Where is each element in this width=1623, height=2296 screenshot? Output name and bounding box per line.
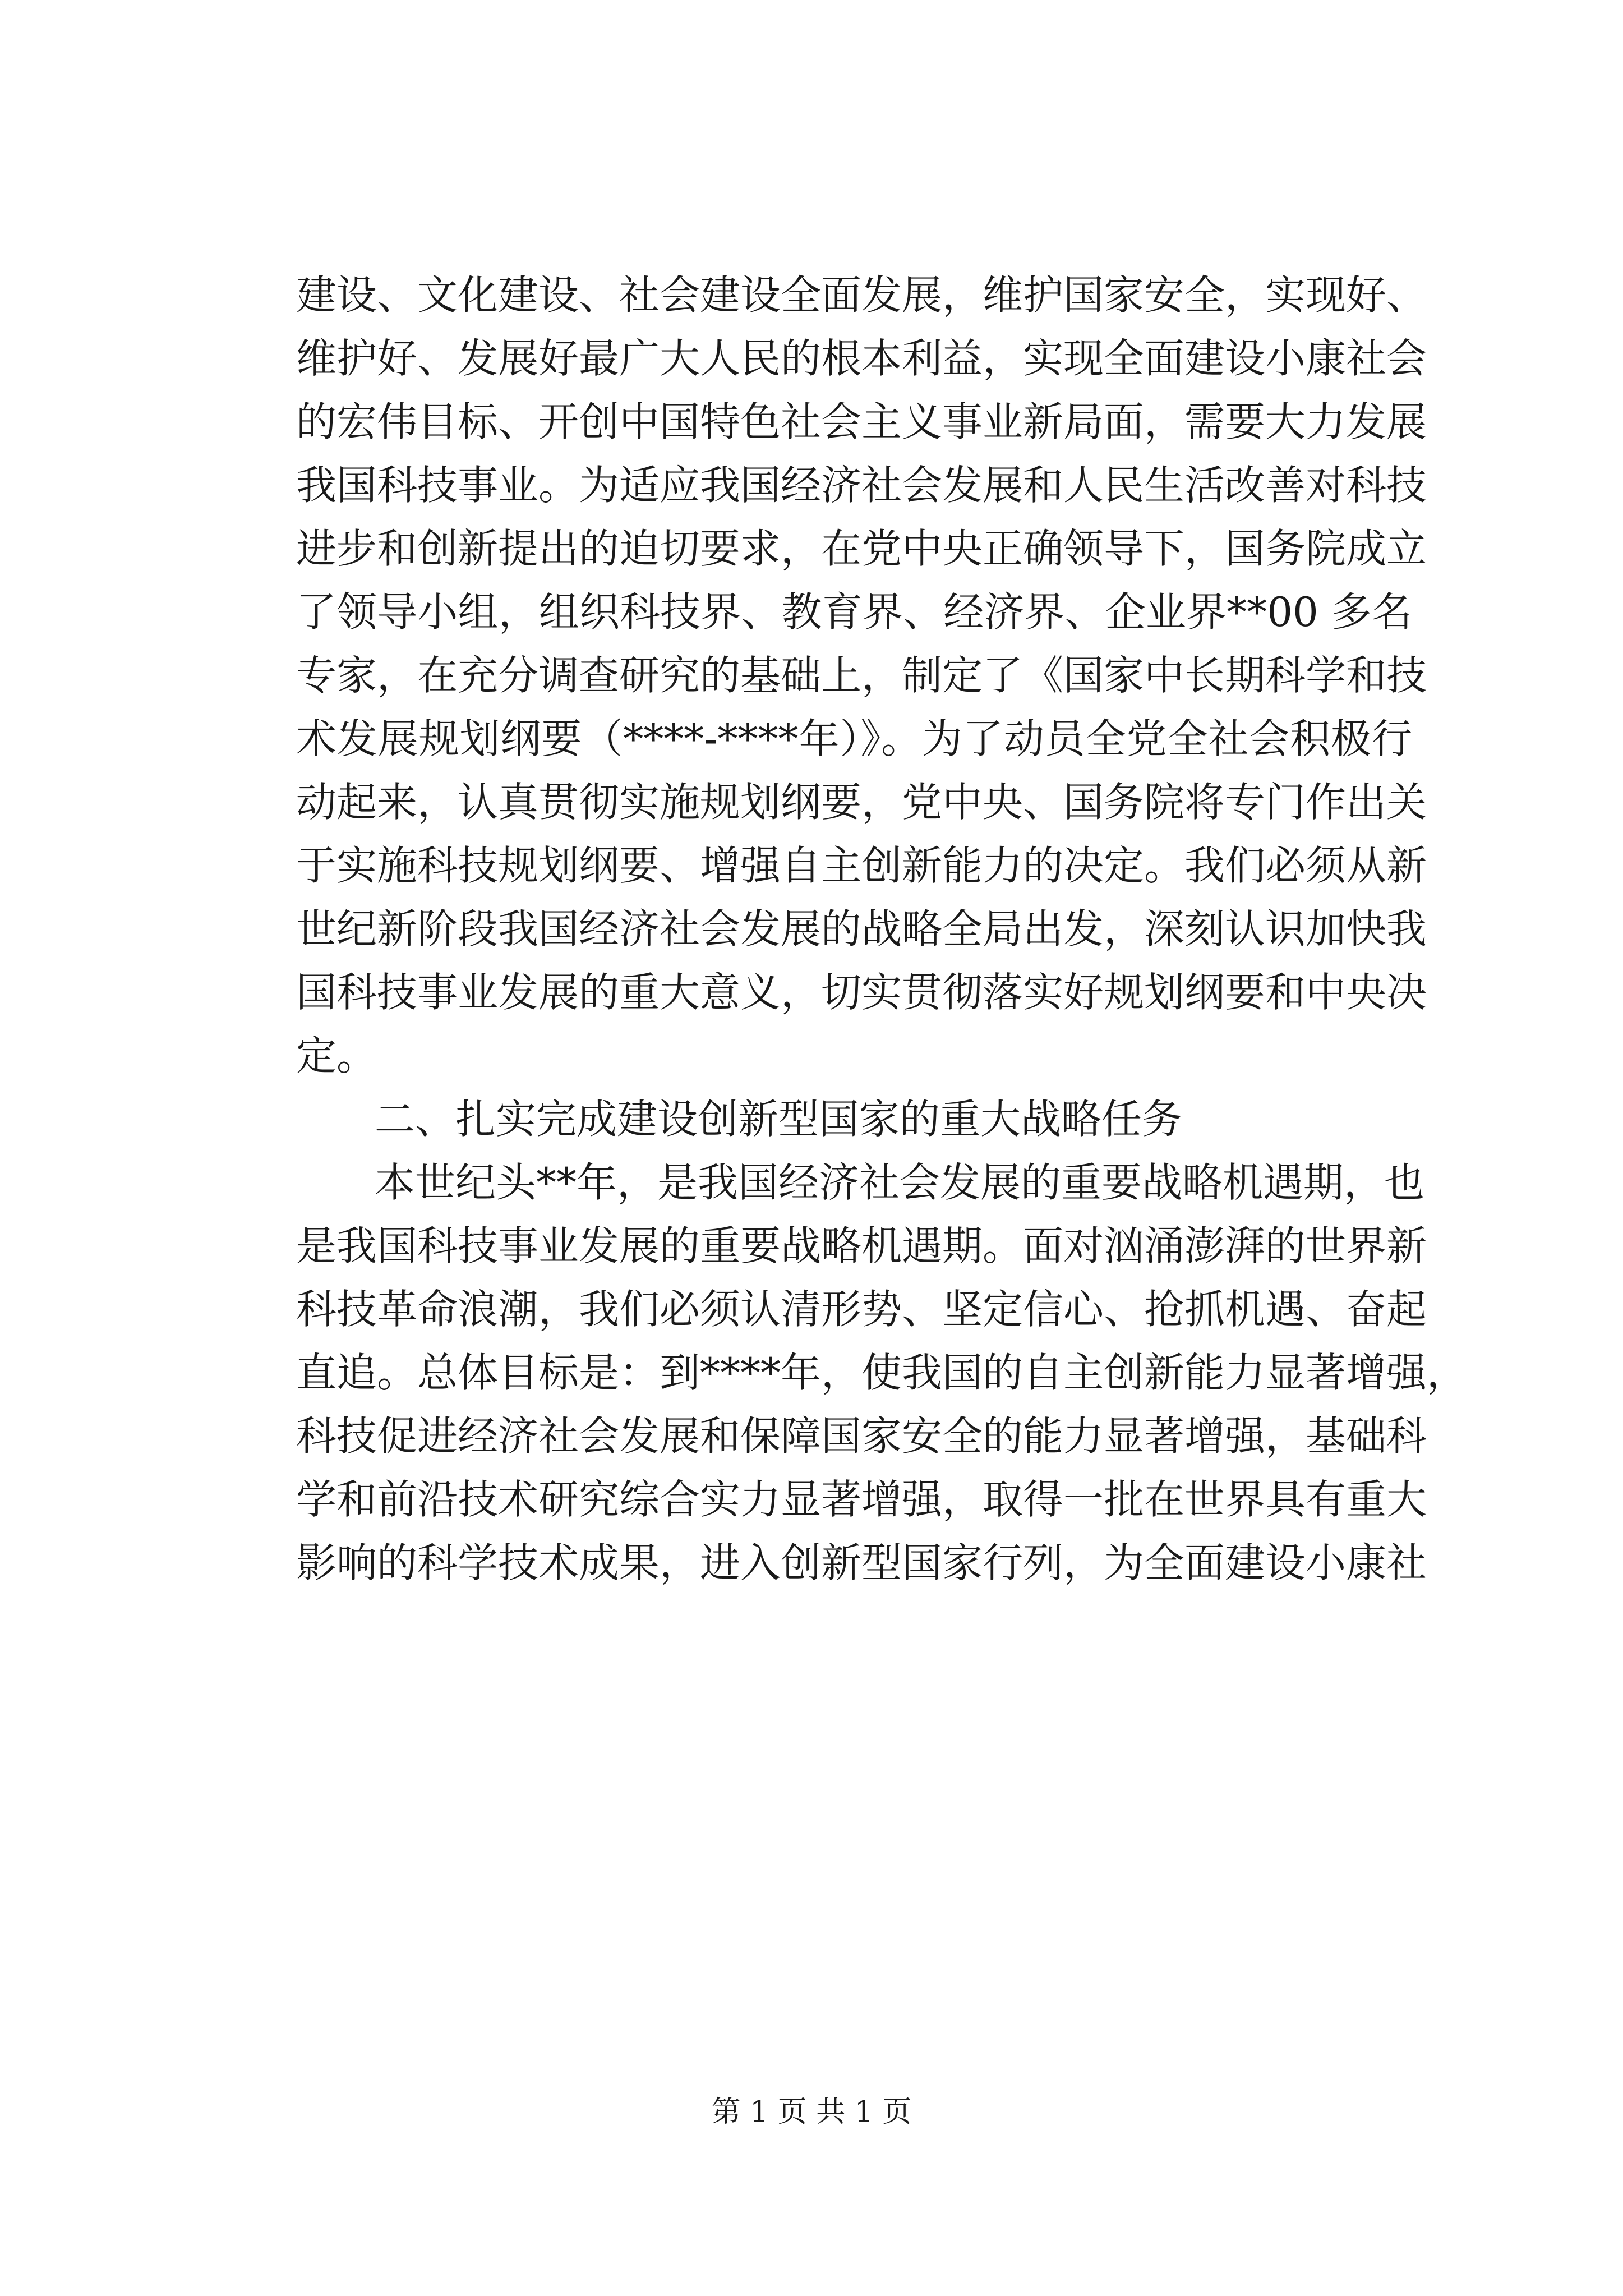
text-line: 建设、文化建设、社会建设全面发展，维护国家安全，实现好、 xyxy=(296,272,1427,319)
text-line: 于实施科技规划纲要、增强自主创新能力的决定。我们必须从新 xyxy=(296,842,1427,889)
text-line: 世纪新阶段我国经济社会发展的战略全局出发，深刻认识加快我 xyxy=(296,905,1427,953)
page-footer xyxy=(0,2095,1623,2129)
text-line: 是我国科技事业发展的重要战略机遇期。面对汹涌澎湃的世界新 xyxy=(296,1222,1427,1269)
text-line: 我国科技事业。为适应我国经济社会发展和人民生活改善对科技 xyxy=(296,462,1427,509)
text-line: 了领导小组，组织科技界、教育界、经济界、企业界**00 多名 xyxy=(296,588,1412,636)
page-number: 第 1 页 共 1 页 xyxy=(711,2095,912,2129)
text-line: 科技促进经济社会发展和保障国家安全的能力显著增强，基础科 xyxy=(296,1412,1427,1460)
text-line: 学和前沿技术研究综合实力显著增强，取得一批在世界具有重大 xyxy=(296,1476,1427,1523)
section-heading: 二、扎实完成建设创新型国家的重大战略任务 xyxy=(375,1096,1183,1143)
text-line: 科技革命浪潮，我们必须认清形势、坚定信心、抢抓机遇、奋起 xyxy=(296,1286,1427,1333)
text-line: 影响的科学技术成果，进入创新型国家行列，为全面建设小康社 xyxy=(296,1539,1427,1586)
text-line: 动起来，认真贯彻实施规划纲要，党中央、国务院将专门作出关 xyxy=(296,779,1427,826)
text-line: 本世纪头**年，是我国经济社会发展的重要战略机遇期，也 xyxy=(375,1159,1425,1206)
text-line: 定。 xyxy=(296,1032,377,1079)
text-line: 术发展规划纲要（****-****年）》。为了动员全党全社会积极行 xyxy=(296,715,1412,762)
document-body xyxy=(296,264,1468,1595)
text-line: 国科技事业发展的重大意义，切实贯彻落实好规划纲要和中央决 xyxy=(296,969,1427,1016)
text-line: 的宏伟目标、开创中国特色社会主义事业新局面，需要大力发展 xyxy=(296,398,1427,445)
text-line: 直追。总体目标是：到****年，使我国的自主创新能力显著增强， xyxy=(296,1349,1468,1396)
text-line: 专家，在充分调查研究的基础上，制定了《国家中长期科学和技 xyxy=(296,652,1427,699)
text-line: 进步和创新提出的迫切要求，在党中央正确领导下，国务院成立 xyxy=(296,525,1427,572)
text-line: 维护好、发展好最广大人民的根本利益，实现全面建设小康社会 xyxy=(296,335,1427,382)
